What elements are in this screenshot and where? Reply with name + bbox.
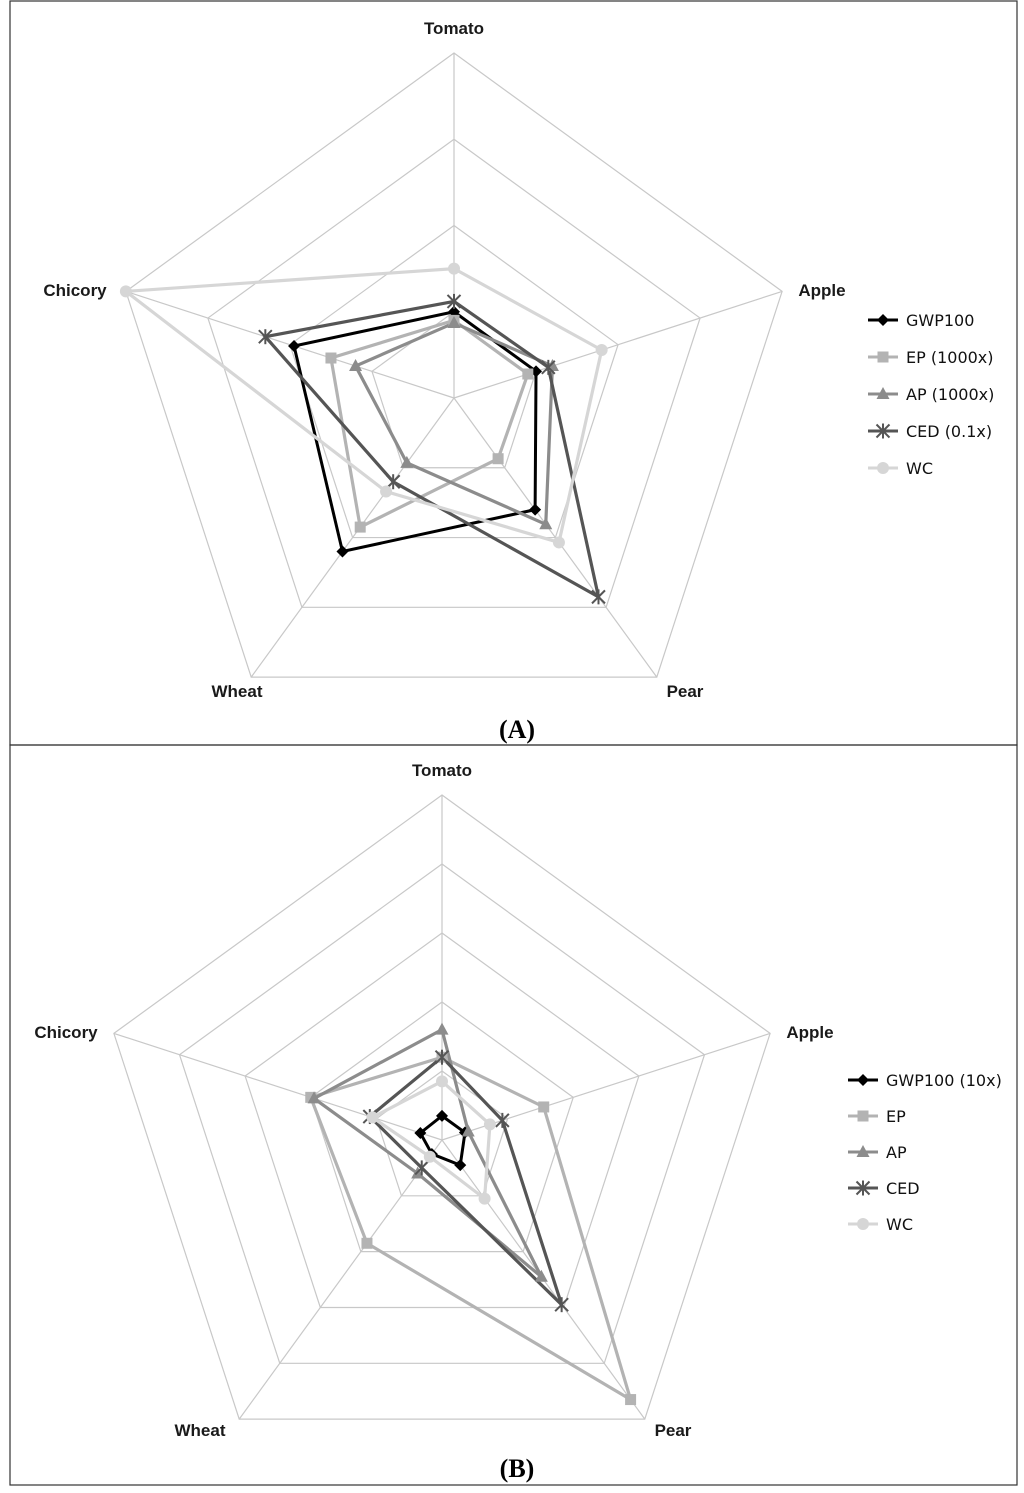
data-point-ep-wheat xyxy=(361,1238,372,1249)
data-point-ep-pear xyxy=(625,1394,636,1405)
legend-label: WC xyxy=(886,1215,913,1234)
legend-item-gwp100 xyxy=(868,311,974,330)
data-point-ep-1000x-chicory xyxy=(325,353,336,364)
data-point-wc-pear xyxy=(553,536,565,548)
panel-caption: (B) xyxy=(499,1454,535,1483)
legend-marker-wc xyxy=(857,1218,869,1230)
data-point-ep-1000x-apple xyxy=(522,369,533,380)
radar-chart-a xyxy=(43,19,994,744)
axis-label-apple: Apple xyxy=(798,281,846,300)
data-point-wc-apple xyxy=(596,344,608,356)
radar-chart-b xyxy=(34,761,1001,1483)
data-point-wc-chicory xyxy=(120,285,132,297)
legend-item-ap xyxy=(848,1143,907,1162)
axis-label-apple: Apple xyxy=(786,1023,834,1042)
legend xyxy=(868,311,994,478)
panel-caption: (A) xyxy=(498,715,536,744)
axis-label-pear: Pear xyxy=(654,1421,692,1440)
legend-item-ced xyxy=(848,1179,920,1198)
data-point-wc-tomato xyxy=(436,1075,448,1087)
data-point-gwp100-chicory xyxy=(288,340,300,352)
legend-item-wc xyxy=(868,459,933,478)
series-line-gwp100 xyxy=(294,312,536,552)
data-point-ep-1000x-pear xyxy=(493,453,504,464)
data-point-wc-apple xyxy=(484,1118,496,1130)
data-point-gwp100-wheat xyxy=(336,546,348,558)
axis-label-tomato: Tomato xyxy=(423,19,485,38)
legend-marker-ep-1000x xyxy=(878,352,889,363)
legend-item-ced-0-1x xyxy=(868,422,992,441)
data-point-ep-apple xyxy=(538,1101,549,1112)
legend-marker-ep xyxy=(858,1111,869,1122)
axis-label-chicory: Chicory xyxy=(34,1023,98,1042)
axis-spoke-chicory xyxy=(114,1033,442,1140)
legend-marker-wc xyxy=(877,462,889,474)
data-point-ep-1000x-wheat xyxy=(355,522,366,533)
legend-label: EP xyxy=(886,1107,906,1126)
data-point-wc-pear xyxy=(479,1193,491,1205)
legend-item-ep-1000x xyxy=(868,348,994,367)
legend-item-gwp100-10x xyxy=(848,1071,1002,1090)
legend-marker-gwp100-10x xyxy=(857,1074,869,1086)
data-point-ced-0-1x-pear xyxy=(592,589,605,604)
legend xyxy=(848,1071,1002,1234)
axis-label-tomato: Tomato xyxy=(411,761,473,780)
data-point-wc-tomato xyxy=(448,263,460,275)
axis-label-wheat: Wheat xyxy=(174,1421,226,1440)
legend-label: AP (1000x) xyxy=(906,385,995,404)
axis-label-pear: Pear xyxy=(666,682,704,701)
series-line-wc xyxy=(126,269,602,543)
legend-item-ep xyxy=(848,1107,906,1126)
data-point-wc-wheat xyxy=(424,1151,436,1163)
data-point-ap-tomato xyxy=(436,1023,449,1035)
legend-label: EP (1000x) xyxy=(906,348,994,367)
legend-label: WC xyxy=(906,459,933,478)
data-point-wc-wheat xyxy=(380,486,392,498)
axis-label-chicory: Chicory xyxy=(43,281,107,300)
legend-label: AP xyxy=(886,1143,907,1162)
legend-label: GWP100 xyxy=(906,311,975,330)
legend-label: GWP100 (10x) xyxy=(886,1071,1002,1090)
legend-item-wc xyxy=(848,1215,913,1234)
panel-a-border xyxy=(10,1,1017,745)
axis-spoke-wheat xyxy=(239,1140,442,1419)
legend-label: CED (0.1x) xyxy=(906,422,993,441)
legend-label: CED xyxy=(886,1179,920,1198)
legend-item-ap-1000x xyxy=(868,385,994,404)
data-point-gwp100-10x-pear xyxy=(454,1159,466,1171)
data-point-ced-pear xyxy=(555,1297,568,1312)
legend-marker-gwp100 xyxy=(877,314,889,326)
data-point-wc-chicory xyxy=(366,1111,378,1123)
data-point-gwp100-pear xyxy=(529,504,541,516)
series-line-ep-1000x xyxy=(331,320,528,527)
series-line-ced xyxy=(370,1057,562,1304)
axis-label-wheat: Wheat xyxy=(211,682,263,701)
